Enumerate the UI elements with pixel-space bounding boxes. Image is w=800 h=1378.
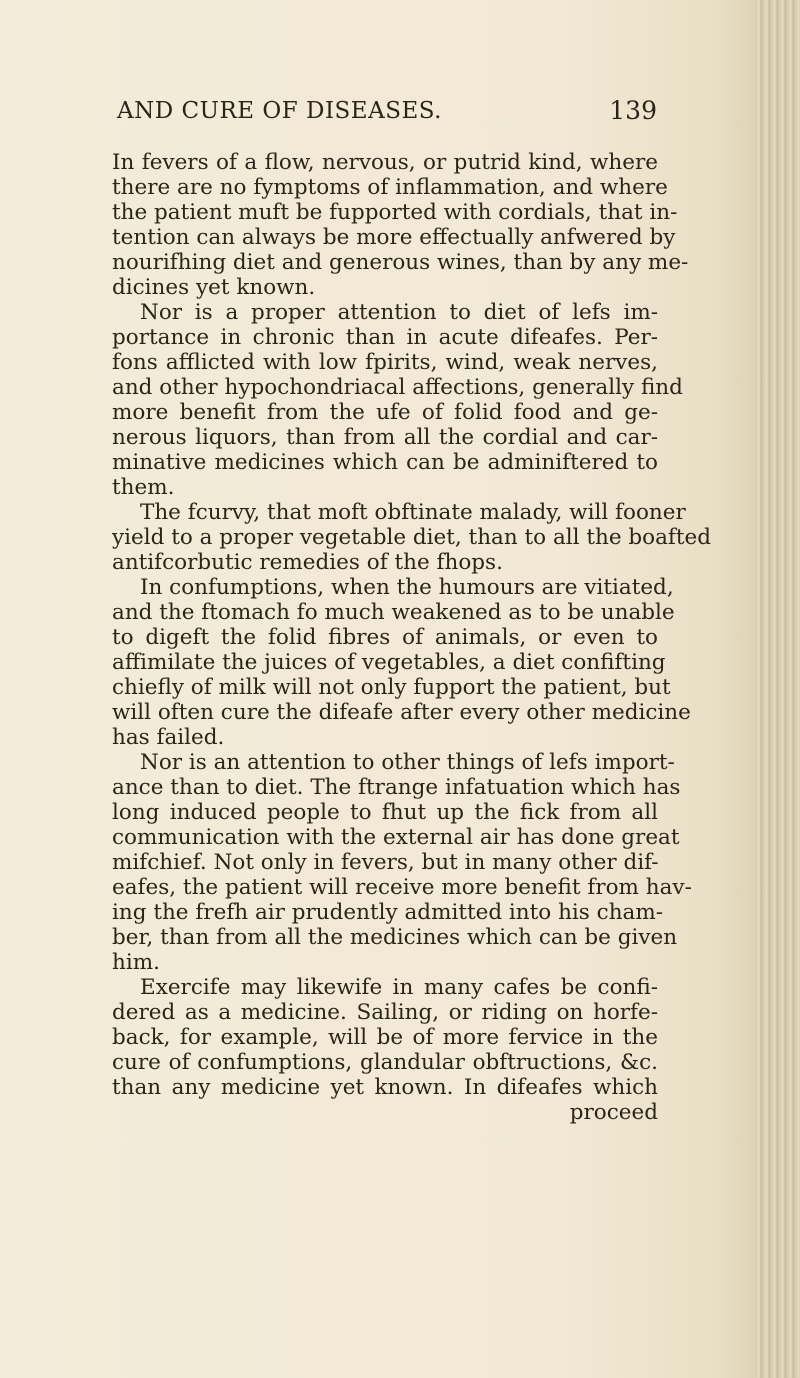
- text-line: has failed.: [112, 725, 225, 750]
- catchword: proceed: [569, 1100, 658, 1125]
- text-line: there are no fymptoms of inflammation, and where: [112, 175, 668, 200]
- text-line: the patient muft be fupported with cordials, that in-: [112, 200, 678, 225]
- text-line: communication with the external air has done great: [112, 825, 680, 850]
- text-line: long induced people to fhut up the fick from all: [112, 800, 658, 825]
- text-line: ing the frefh air prudently admitted into his cham-: [112, 900, 664, 925]
- text-line: dicines yet known.: [112, 275, 316, 300]
- text-line: cure of confumptions, glandular obftructions, &c.: [112, 1050, 658, 1075]
- text-line: to digeft the folid fibres of animals, or even to: [112, 625, 658, 650]
- text-line: Nor is an attention to other things of lefs import-: [140, 750, 675, 775]
- text-line: yield to a proper vegetable diet, than to all the boafted: [112, 525, 712, 550]
- text-line: than any medicine yet known. In difeafes which: [112, 1075, 658, 1100]
- text-line: antifcorbutic remedies of the fhops.: [112, 550, 503, 575]
- text-line: more benefit from the ufe of folid food and ge-: [112, 400, 658, 425]
- text-line: affimilate the juices of vegetables, a diet confifting: [112, 650, 666, 675]
- text-line: and the ftomach fo much weakened as to be unable: [112, 600, 675, 625]
- text-line: and other hypochondriacal affections, generally find: [112, 375, 683, 400]
- text-line: Nor is a proper attention to diet of lefs im-: [140, 300, 658, 325]
- text-line: mifchief. Not only in fevers, but in many other dif-: [112, 850, 659, 875]
- text-line: tention can always be more effectually anfwered by: [112, 225, 676, 250]
- text-line: nourifhing diet and generous wines, than by any me-: [112, 250, 689, 275]
- text-line: eafes, the patient will receive more benefit from hav-: [112, 875, 692, 900]
- text-line: ber, than from all the medicines which can be given: [112, 925, 678, 950]
- text-line: back, for example, will be of more fervice in the: [112, 1025, 658, 1050]
- text-line: fons afflicted with low fpirits, wind, weak nerves,: [112, 350, 658, 375]
- page-gutter-edge: [756, 0, 800, 1378]
- text-line: portance in chronic than in acute difeafes. Per-: [112, 325, 658, 350]
- running-head: [112, 98, 657, 138]
- body-text: [112, 150, 712, 1125]
- page-number: 139: [609, 96, 657, 125]
- text-line: dered as a medicine. Sailing, or riding on horfe-: [112, 1000, 658, 1025]
- text-line: him.: [112, 950, 160, 975]
- text-line: minative medicines which can be adminiftered to: [112, 450, 658, 475]
- text-line: will often cure the difeafe after every other medicine: [112, 700, 691, 725]
- text-line: ance than to diet. The ftrange infatuation which has: [112, 775, 681, 800]
- text-line: In fevers of a flow, nervous, or putrid kind, where: [112, 150, 658, 175]
- text-line: chiefly of milk will not only fupport the patient, but: [112, 675, 671, 700]
- text-line: nerous liquors, than from all the cordial and car-: [112, 425, 658, 450]
- running-title: AND CURE OF DISEASES.: [117, 98, 442, 124]
- text-line: Exercife may likewife in many cafes be confi-: [140, 975, 658, 1000]
- text-line: In confumptions, when the humours are vitiated,: [140, 575, 674, 600]
- text-line: them.: [112, 475, 175, 500]
- text-line: The fcurvy, that moft obftinate malady, will fooner: [140, 500, 686, 525]
